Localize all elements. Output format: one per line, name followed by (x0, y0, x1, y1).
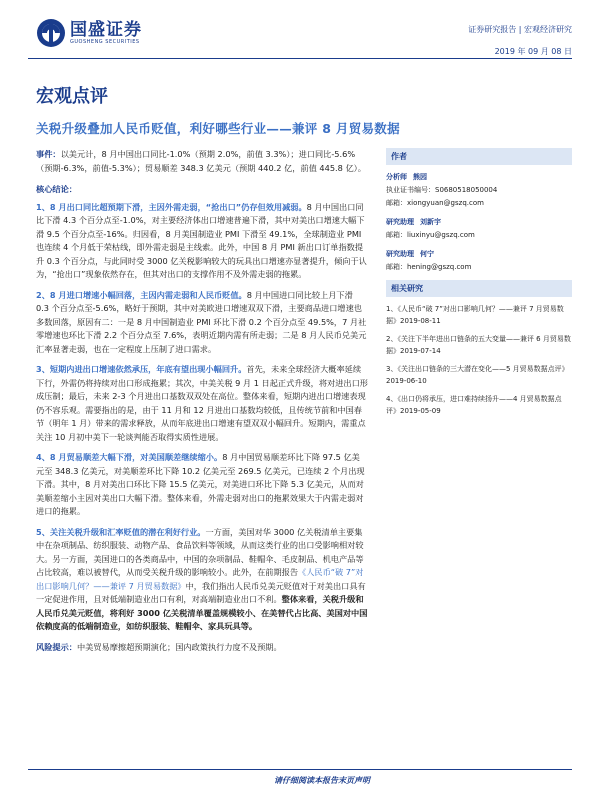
author-3-email-label: 邮箱： (386, 263, 407, 271)
author-2-name: 刘新宇 (420, 218, 441, 226)
logo (36, 18, 142, 48)
point-1-title: 1、8 月出口同比超预期下滑，主因外需走弱，“抢出口”仍存但效用减弱。 (36, 201, 307, 212)
author-3-email[interactable]: hening@gszq.com (407, 263, 472, 271)
related-heading: 相关研究 (386, 280, 572, 297)
point-2-title: 2、8 月进口增速小幅回落，主因内需走弱和人民币贬值。 (36, 289, 247, 300)
section-title: 宏观点评 (36, 86, 108, 107)
author-2-email-label: 邮箱： (386, 231, 407, 239)
report-type: 证券研究报告 | 宏观经济研究 (468, 25, 572, 34)
point-5-conclusion: 关税升级和人民币兑美元贬值，将利好 3000 亿关税清单覆盖规模较小、在美替代占比高、美国对中国依赖度高的低端制造业，如纺织服装、鞋帽伞、家具玩具等。 (36, 594, 368, 631)
authors-heading: 作者 (386, 148, 572, 165)
event-label: 事件： (36, 149, 61, 159)
header-divider (28, 58, 572, 59)
author-2-email[interactable]: liuxinyu@gszq.com (407, 231, 475, 239)
company-logo-icon (36, 18, 66, 48)
author-1-cert-label: 执业证书编号： (386, 186, 435, 194)
related-item[interactable]: 1、《人民币“破 7”对出口影响几何？——兼评 7 月贸易数据》2019-08-11 (386, 305, 564, 325)
point-3-body: 首先，未来全球经济大概率延续下行，外需仍将持续对出口形成拖累；其次，中美关税 9 月 1 日起正式升级，将对进出口形成压制；最后，未来 2-3 个月进出口基数双双处在高位。整体来看，短期内进出口增速表现仍不容乐观。需要指出的是，由于 11 月和 12 月进出口基数均较低，且传统节前和中国春节（明年 1 月）带来的需求释放，从而年底进出口增速有望双双小幅回升。短期内，需重点关注 10 月初中美下一轮谈判能否取得实质性进展。 (36, 364, 368, 442)
related-list (386, 303, 572, 417)
point-4-title: 4、8 月贸易顺差大幅下滑，对美国顺差继续缩小。 (36, 452, 223, 462)
risk-text: 中美贸易摩擦超预期演化；国内政策执行力度不及预期。 (76, 641, 282, 652)
point-3-title: 3、短期内进出口增速依然承压，年底有望出现小幅回升。 (36, 364, 247, 374)
footer-divider (28, 769, 572, 770)
sidebar (386, 148, 572, 423)
point-1-body: 8 月中国出口同比下滑 4.3 个百分点至-1.0%，对主要经济体出口增速普遍下滑，其中对美出口增速大幅下滑 9.5 个百分点至-16%。归因看，8 月美国制造业 PMI 下滑至 49.1%，全球制造业 PMI 也连续 4 个月低于荣枯线，即外需走弱是主线索。此外，中国 8 月 PMI 新出口订单指数提升 0.3 个百分点，与此同时受 3000 亿关税影响较大的玩具出口增速亦显著提升，倾向于认为，“抢出口”现象依然存在，但其对出口的支撑作用不及外需走弱的拖累。 (36, 201, 367, 279)
point-5-body: 一方面，美国对华 3000 亿关税清单主要集中在杂项制品、纺织服装、动物产品、食品饮料等领域，从而这类行业的出口受影响相对较大。另一方面，美国进口的各类商品中，中国的杂项制品、鞋帽伞、毛皮制品、机电产品等占比较高，难以被替代，从而受关税升级的影响较小。此外，在前期报告 (36, 526, 364, 577)
core-label: 核心结论： (36, 184, 77, 194)
point-2 (36, 289, 368, 357)
report-date: 2019 年 09 月 08 日 (494, 47, 572, 56)
main-title: 关税升级叠加人民币贬值，利好哪些行业——兼评 8 月贸易数据 (36, 121, 400, 136)
point-5 (36, 526, 368, 634)
point-4-body: 8 月中国贸易顺差环比下降 97.5 亿美元至 348.3 亿美元，对美顺差环比下降 10.2 亿美元至 269.5 亿美元，已连续 2 个月出现下滑。其中，8 月对美出口环比下降 15.5 亿美元，对美进口环比下降 5.3 亿美元，从而对美顺差缩小主因对美出口大幅下滑。整体来看，外需走弱对出口的拖累效果大于内需走弱对进口的拖累。 (36, 452, 365, 516)
related-item[interactable]: 3、《关注出口链条的三大潜在变化——5 月贸易数据点评》2019-06-10 (386, 365, 569, 385)
author-1-cert: S0680518050004 (435, 186, 498, 194)
author-2-role: 研究助理 (386, 218, 414, 226)
footer-disclaimer: 请仔细阅读本报告末页声明 (274, 776, 370, 785)
related-item[interactable]: 4、《出口仍将承压，进口难持续扬升——4 月贸易数据点评》2019-05-09 (386, 395, 562, 415)
author-1-role: 分析师 (386, 173, 407, 181)
point-1 (36, 201, 368, 282)
related-item[interactable]: 2、《关注下半年进出口链条的五大变量——兼评 6 月贸易数据》2019-07-14 (386, 335, 571, 355)
point-3 (36, 363, 368, 444)
point-5-conclusion-label: 整体来看， (281, 594, 323, 604)
point-5-reference-link[interactable]: 《人民币“破 7”对出口影响几何？——兼评 7 月贸易数据》 (36, 567, 364, 591)
point-5-title: 5、关注关税升级和汇率贬值的潜在利好行业。 (36, 526, 206, 537)
logo-cn: 国盛证券 (70, 20, 142, 40)
author-3-name: 何宁 (420, 250, 434, 258)
author-3-role: 研究助理 (386, 250, 414, 258)
author-1-email-label: 邮箱： (386, 199, 407, 207)
point-2-body: 8 月中国进口同比较上月下滑 0.3 个百分点至-5.6%，略好于预期，其中对美欧进口增速双双下滑，主要商品进口增速也多数回落，原因有二：一是 8 月中国制造业 PMI 环比下滑 0.2 个百分点至 49.5%，7 月社零增速也环比下滑 2.2 个百分点至 7.6%，表明近期内需有所走弱；二是 8 月人民币兑美元汇率显著走弱，也在一定程度上压制了进口需求。 (36, 289, 367, 354)
main-content (36, 148, 368, 661)
logo-en: GUOSHENG SECURITIES (70, 39, 140, 45)
event-text: 以美元计，8 月中国出口同比-1.0%（预期 2.0%，前值 3.3%）；进口同比-5.6%（预期-6.3%，前值-5.3%）；贸易顺差 348.3 亿美元（预期 440.2 亿，前值 445.8 亿）。 (36, 149, 366, 173)
author-1-name: 熊园 (413, 173, 427, 181)
risk-paragraph (36, 641, 368, 655)
point-5-body2: 中，我们指出人民币兑美元贬值对于对美出口具有一定促进作用，且对低端制造业出口有利，对高端制造业出口不利。 (36, 580, 366, 604)
point-4 (36, 451, 368, 519)
event-paragraph (36, 148, 368, 175)
author-1-email[interactable]: xiongyuan@gszq.com (407, 199, 484, 207)
risk-label: 风险提示： (36, 641, 77, 652)
